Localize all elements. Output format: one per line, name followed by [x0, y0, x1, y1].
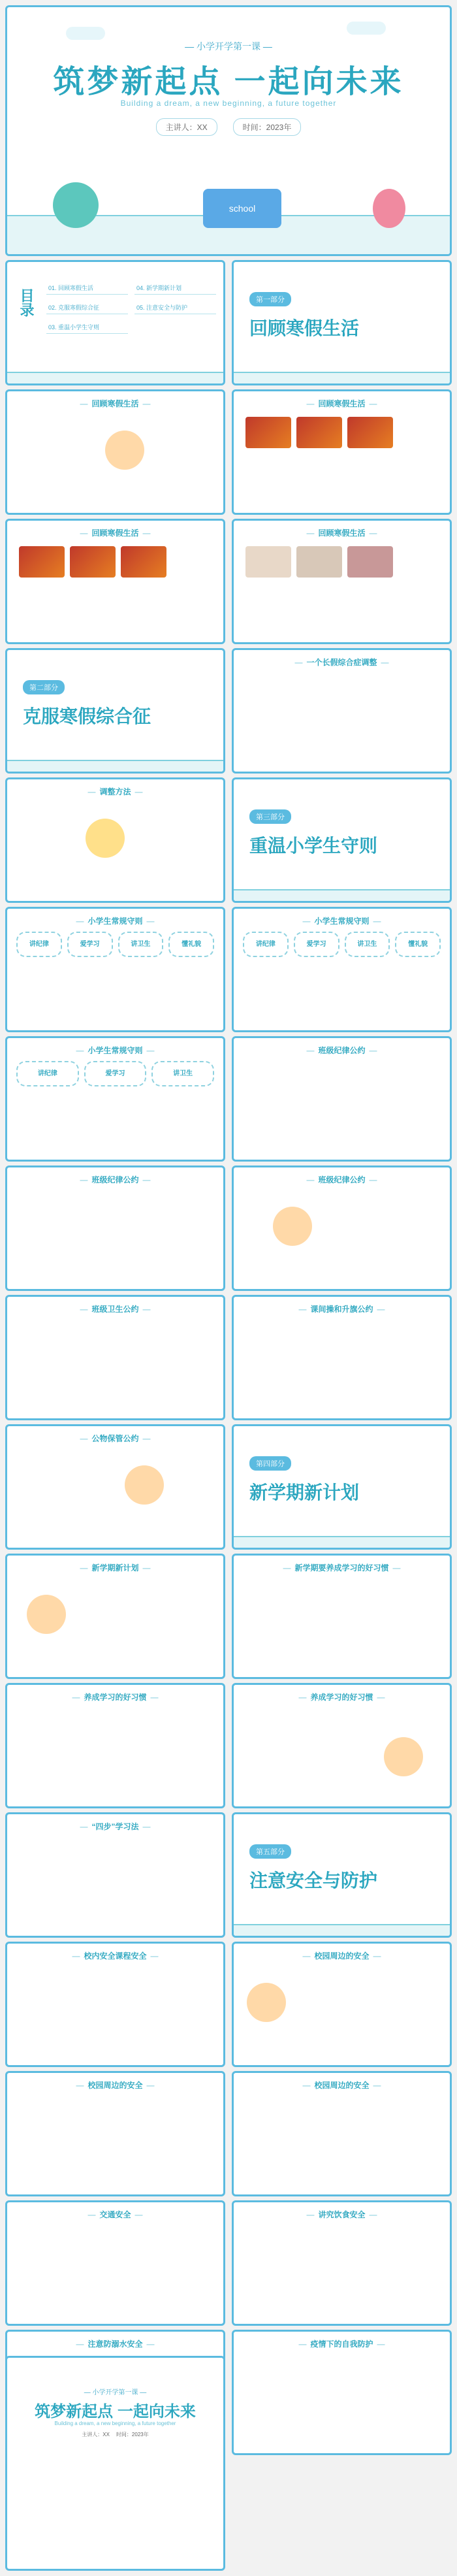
cover-meta	[7, 118, 450, 136]
section-slide	[5, 648, 225, 774]
rule-card: 讲卫生	[118, 932, 164, 957]
content-slide	[232, 1036, 452, 1162]
photo	[296, 417, 342, 448]
school-bus-icon: school	[203, 189, 281, 228]
slide-heading: — 校内安全课程安全 —	[7, 1950, 223, 1961]
section-slide	[232, 260, 452, 385]
section-title: 克服寒假综合征	[23, 706, 151, 726]
rule-card: 爱学习	[67, 932, 113, 957]
slide-grid	[5, 260, 452, 2455]
rule-card: 懂礼貌	[395, 932, 441, 957]
content-slide	[5, 1812, 225, 1938]
section-label: 第二部分	[23, 680, 65, 694]
slide-heading: — 一个长假综合症调整 —	[234, 657, 450, 668]
content-slide	[232, 648, 452, 774]
content-slide	[232, 1942, 452, 2067]
slide-heading: — 课间操和升旗公约 —	[234, 1303, 450, 1314]
content-slide	[232, 1166, 452, 1291]
end-kicker: — 小学开学第一课 —	[84, 2389, 147, 2396]
section-slide	[232, 1812, 452, 1938]
slide-heading: — 回顾寒假生活 —	[7, 527, 223, 538]
tree-icon	[373, 189, 405, 228]
toc-item[interactable]: 04. 新学期新计划	[134, 282, 216, 295]
slide-heading: — 疫情下的自我防护 —	[234, 2338, 450, 2349]
rule-card: 讲纪律	[243, 932, 289, 957]
content-slide	[5, 1424, 225, 1550]
content-slide	[5, 1036, 225, 1162]
photo	[70, 546, 116, 578]
toc-item[interactable]: 03. 重温小学生守则	[46, 321, 128, 334]
ground	[234, 889, 450, 901]
ground	[234, 1924, 450, 1936]
slide-heading: — 班级卫生公约 —	[7, 1303, 223, 1314]
section-label: 第一部分	[249, 292, 291, 306]
children-illustration	[125, 1465, 164, 1505]
photo	[19, 546, 65, 578]
slide-heading: — “四步”学习法 —	[7, 1821, 223, 1832]
slide-heading: — 班级纪律公约 —	[234, 1045, 450, 1056]
end-meta	[7, 2431, 223, 2438]
toc-list	[46, 282, 216, 334]
ground	[234, 372, 450, 383]
balloon-illustration	[86, 819, 125, 858]
photo	[121, 546, 166, 578]
content-slide	[232, 389, 452, 515]
content-slide	[232, 1554, 452, 1679]
section-title: 注意安全与防护	[249, 1870, 378, 1891]
slide-heading: — 班级纪律公约 —	[234, 1174, 450, 1185]
photo	[296, 546, 342, 578]
content-slide	[5, 1683, 225, 1808]
ground	[7, 372, 223, 383]
slide-heading: — 回顾寒假生活 —	[234, 527, 450, 538]
rule-card: 爱学习	[294, 932, 339, 957]
rule-card: 讲卫生	[345, 932, 390, 957]
children-illustration	[105, 431, 144, 470]
slide-heading: — 班级纪律公约 —	[7, 1174, 223, 1185]
tree-icon	[53, 182, 99, 228]
content-slide	[5, 1942, 225, 2067]
content-slide	[5, 777, 225, 903]
toc-item[interactable]: 02. 克服寒假综合征	[46, 301, 128, 314]
rule-card: 讲卫生	[151, 1061, 214, 1086]
slide-heading: — 养成学习的好习惯 —	[234, 1691, 450, 1703]
toc-slide	[5, 260, 225, 385]
photo	[245, 417, 291, 448]
end-title: 筑梦新起点 一起向未来	[35, 2403, 196, 2421]
slide-heading: — 校园周边的安全 —	[7, 2079, 223, 2091]
slide-heading: — 新学期要养成学习的好习惯 —	[234, 1562, 450, 1573]
slide-heading: — 小学生常规守则 —	[234, 915, 450, 926]
slide-heading: — 注意防溺水安全 —	[7, 2338, 223, 2349]
section-title: 回顾寒假生活	[249, 318, 360, 338]
presenter-label: 主讲人：XX	[82, 2432, 110, 2437]
section-label: 第五部分	[249, 1844, 291, 1859]
content-slide	[5, 2071, 225, 2196]
cover-kicker: — 小学开学第一课 —	[185, 41, 272, 52]
ground	[7, 760, 223, 772]
cover-slide	[5, 5, 452, 256]
rule-card: 讲纪律	[16, 932, 62, 957]
content-slide	[232, 907, 452, 1032]
slide-heading: — 养成学习的好习惯 —	[7, 1691, 223, 1703]
content-slide	[5, 1554, 225, 1679]
slide-heading: — 调整方法 —	[7, 786, 223, 797]
cover-subtitle: Building a dream, a new beginning, a future together	[120, 99, 337, 108]
ground	[234, 1536, 450, 1548]
content-slide	[5, 1166, 225, 1291]
toc-title: 目录	[18, 288, 35, 317]
rule-card: 懂礼貌	[168, 932, 214, 957]
cloud-icon	[66, 27, 105, 40]
slide-heading: — 讲究饮食安全 —	[234, 2209, 450, 2220]
content-slide	[232, 519, 452, 644]
toc-item[interactable]: 05. 注意安全与防护	[134, 301, 216, 314]
section-slide	[232, 777, 452, 903]
slide-heading: — 小学生常规守则 —	[7, 915, 223, 926]
content-slide	[232, 1295, 452, 1420]
slide-heading: — 校园周边的安全 —	[234, 1950, 450, 1961]
slide-heading: — 回顾寒假生活 —	[234, 398, 450, 409]
date-label: 时间：2023年	[116, 2432, 149, 2437]
child-illustration	[247, 1983, 286, 2022]
slide-heading: — 回顾寒假生活 —	[7, 398, 223, 409]
end-subtitle: Building a dream, a new beginning, a future together	[54, 2421, 176, 2426]
cloud-icon	[347, 22, 386, 35]
slide-heading: — 校园周边的安全 —	[234, 2079, 450, 2091]
section-slide	[232, 1424, 452, 1550]
child-reading-illustration	[27, 1595, 66, 1634]
content-slide	[5, 907, 225, 1032]
section-label: 第四部分	[249, 1456, 291, 1471]
content-slide	[232, 1683, 452, 1808]
section-title: 新学期新计划	[249, 1482, 360, 1503]
content-slide	[5, 389, 225, 515]
photo	[347, 417, 393, 448]
toc-item[interactable]: 01. 回顾寒假生活	[46, 282, 128, 295]
cover-title: 筑梦新起点 一起向未来	[53, 65, 404, 99]
slide-heading: — 新学期新计划 —	[7, 1562, 223, 1573]
slide-heading: — 公物保管公约 —	[7, 1433, 223, 1444]
content-slide	[232, 2071, 452, 2196]
content-slide	[232, 2330, 452, 2455]
content-slide	[5, 2200, 225, 2326]
rule-card: 讲纪律	[16, 1061, 79, 1086]
content-slide	[232, 2200, 452, 2326]
photo	[245, 546, 291, 578]
children-illustration	[384, 1737, 423, 1776]
section-title: 重温小学生守则	[249, 836, 378, 856]
rule-card: 爱学习	[84, 1061, 147, 1086]
photo	[347, 546, 393, 578]
children-illustration	[273, 1207, 312, 1246]
slide-heading: — 交通安全 —	[7, 2209, 223, 2220]
end-slide	[5, 2356, 225, 2571]
section-label: 第三部分	[249, 809, 291, 824]
slide-heading: — 小学生常规守则 —	[7, 1045, 223, 1056]
date-label: 时间：2023年	[233, 118, 302, 136]
content-slide	[5, 519, 225, 644]
presenter-label: 主讲人：XX	[156, 118, 217, 136]
content-slide	[5, 1295, 225, 1420]
